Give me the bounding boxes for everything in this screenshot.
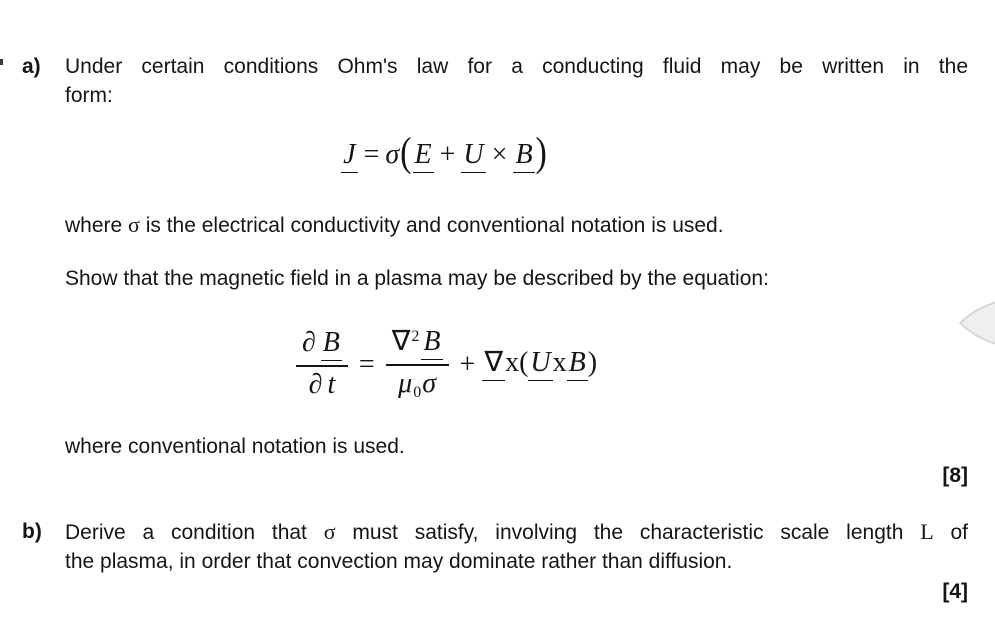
- part-b-line1-t1: Derive a condition that: [65, 521, 324, 544]
- eq2-numerator-laplacian: [386, 327, 449, 366]
- mu-symbol: μ: [398, 368, 413, 400]
- eq1-lparen: (: [400, 129, 412, 176]
- part-a-label: a): [22, 55, 41, 78]
- part-a-marks: [8]: [942, 464, 968, 487]
- part-b-text: [65, 517, 968, 576]
- part-b-line2: the plasma, in order that convection may dominate rather than diffusion.: [65, 550, 733, 573]
- eq1-J: J: [341, 140, 357, 173]
- eq2-U: U: [528, 348, 552, 381]
- partial-symbol: ∂: [301, 326, 316, 358]
- eq1-U: U: [461, 140, 485, 173]
- cross-x: x: [505, 346, 520, 378]
- equation-ohms-law: [0, 129, 942, 176]
- eq2-B: B: [567, 348, 588, 381]
- eq1-sigma: σ: [385, 139, 400, 170]
- part-b-line1: [65, 517, 968, 547]
- part-a-intro: [65, 52, 968, 110]
- nabla-symbol: ∇: [482, 348, 505, 381]
- subscript-0: 0: [413, 384, 422, 402]
- eq2-plus: +: [459, 348, 476, 380]
- eq1-times: ×: [491, 139, 508, 170]
- fraction-diffusion: [386, 327, 449, 402]
- eq2-B: B: [421, 327, 442, 360]
- exponent-2: 2: [411, 328, 420, 345]
- eq2-denominator-mu0sigma: [398, 366, 436, 402]
- part-b-line1-t2: must satisfy, involving the characteristic scale length: [335, 521, 921, 544]
- partial-symbol: ∂: [308, 369, 323, 401]
- question-number-fragment: [0, 59, 3, 65]
- eq2-equals: =: [358, 348, 375, 380]
- part-b-line1-t3: of: [933, 521, 968, 544]
- eq1-equals: =: [363, 139, 380, 170]
- part-b-label: b): [22, 520, 42, 543]
- eq2-sigma: σ: [422, 368, 437, 400]
- eq2-B: B: [321, 328, 342, 361]
- eq1-B: B: [513, 140, 534, 173]
- sigma-symbol: σ: [323, 519, 336, 544]
- eq1-E: E: [413, 140, 434, 173]
- eq1-rparen: ): [535, 129, 547, 176]
- where-conventional-line: where conventional notation is used.: [65, 435, 405, 458]
- where-sigma-line: [65, 210, 968, 240]
- nabla-symbol: ∇: [391, 326, 411, 357]
- cross-x: x: [552, 346, 567, 378]
- convection-term: [482, 348, 597, 381]
- part-a-intro-line2: form:: [65, 84, 113, 107]
- scale-length-symbol: L: [920, 519, 934, 544]
- eq2-t: t: [327, 369, 336, 401]
- eq2-denominator-dt: [309, 367, 336, 401]
- eq1-plus: +: [439, 139, 456, 170]
- eq2-numerator-dB: [296, 328, 348, 367]
- where-sigma-post: is the electrical conductivity and conventional notation is used.: [139, 214, 724, 237]
- show-that-line: Show that the magnetic field in a plasma may be described by the equation:: [65, 267, 769, 290]
- eq2-lparen: (: [519, 346, 529, 378]
- part-a-intro-line1: Under certain conditions Ohm's law for a conducting fluid may be written in the: [65, 55, 968, 78]
- fraction-dB-dt: [296, 328, 348, 401]
- equation-induction: [0, 327, 942, 402]
- where-sigma-pre: where: [65, 214, 129, 237]
- sigma-symbol: σ: [128, 212, 140, 237]
- eq2-rparen: ): [587, 346, 598, 378]
- part-b-marks: [4]: [942, 580, 968, 603]
